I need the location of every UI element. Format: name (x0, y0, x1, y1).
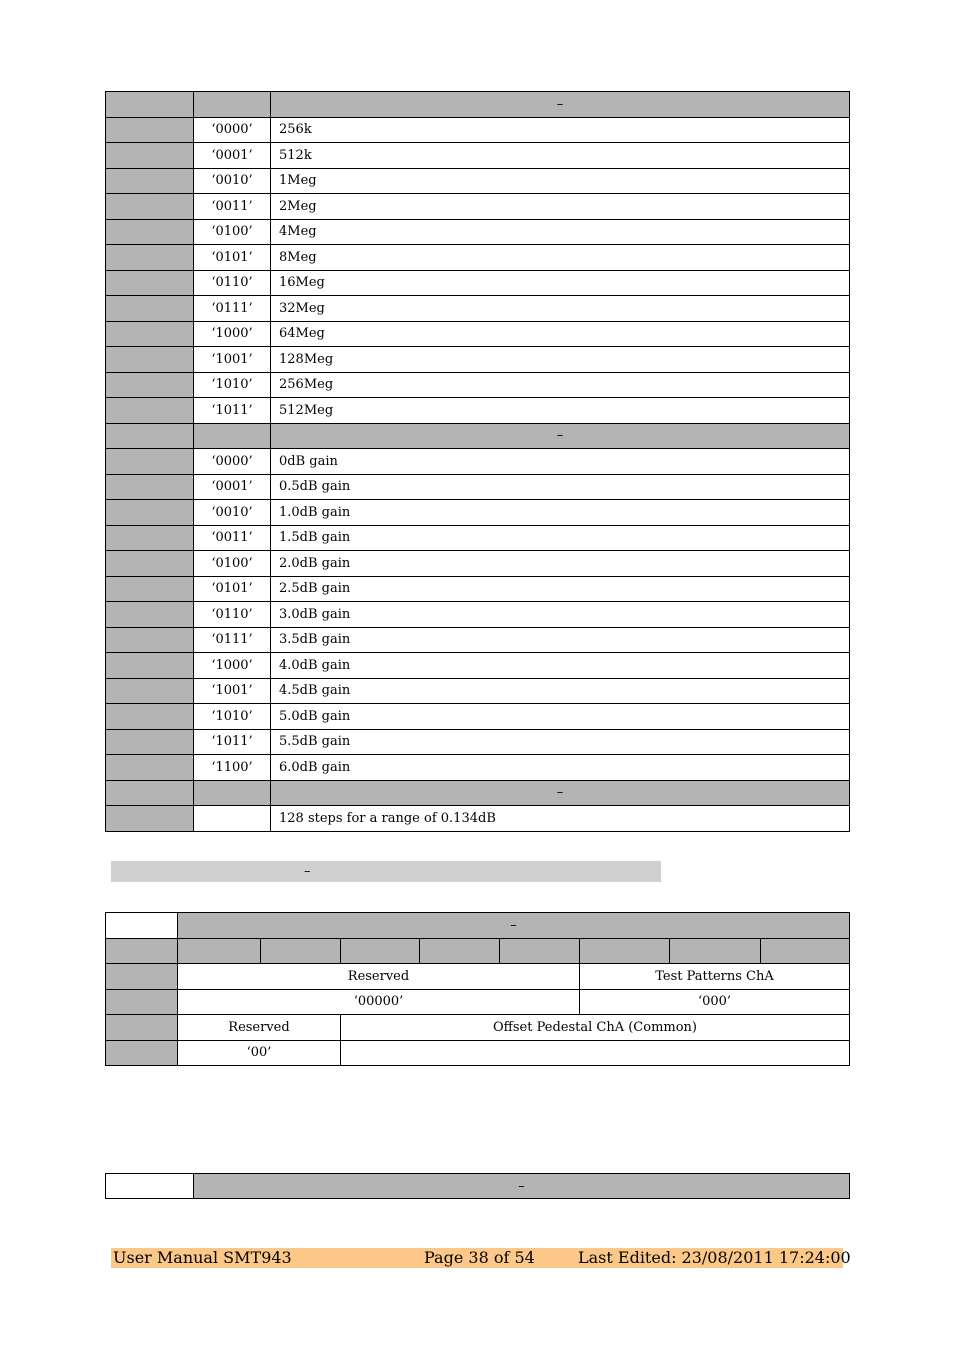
table-row (106, 678, 850, 704)
bit-code-cell (194, 806, 271, 832)
table3-corner-cell (106, 1174, 194, 1199)
row-label-cell (106, 989, 178, 1015)
description-cell: 8Meg (271, 245, 850, 271)
row-label-cell (106, 168, 194, 194)
table2-header: – (178, 913, 850, 939)
table-row (106, 347, 850, 373)
row-label-cell (106, 806, 194, 832)
section-header-cell (106, 780, 194, 806)
description-cell: 128Meg (271, 347, 850, 373)
table-row (106, 117, 850, 143)
reserved-field-2: Reserved (178, 1015, 341, 1041)
footer-last-edited: Last Edited: 23/08/2011 17:24:00 (578, 1248, 851, 1267)
row-label-cell (106, 755, 194, 781)
bit-cell (341, 938, 420, 964)
bit-code-cell: ‘1001’ (194, 678, 271, 704)
bit-code-cell: ‘0010’ (194, 500, 271, 526)
description-cell: 16Meg (271, 270, 850, 296)
bit-code-cell: ‘0000’ (194, 117, 271, 143)
row-label-cell (106, 347, 194, 373)
row-label-cell (106, 678, 194, 704)
caption-text: – (304, 864, 311, 879)
reserved-default-2: ‘00’ (178, 1040, 341, 1066)
row-label-cell (106, 398, 194, 424)
table-row (106, 653, 850, 679)
description-cell: 5.5dB gain (271, 729, 850, 755)
section-header-title: – (271, 423, 850, 449)
reserved-default: ‘00000’ (178, 989, 580, 1015)
bit-code-cell: ‘0100’ (194, 219, 271, 245)
description-cell: 3.0dB gain (271, 602, 850, 628)
table-row (106, 321, 850, 347)
description-cell: 1.5dB gain (271, 525, 850, 551)
bit-code-cell: ‘1011’ (194, 398, 271, 424)
description-cell: 2Meg (271, 194, 850, 220)
row-label-cell (106, 194, 194, 220)
row-label-cell (106, 1040, 178, 1066)
bit-code-cell: ‘0111’ (194, 296, 271, 322)
offset-pedestal-default (341, 1040, 850, 1066)
footer-page-number: Page 38 of 54 (424, 1248, 535, 1267)
test-patterns-field: Test Patterns ChA (580, 964, 850, 990)
bit-cell (761, 938, 850, 964)
table-row (106, 296, 850, 322)
register-values-table (105, 91, 850, 832)
description-cell: 128 steps for a range of 0.134dB (271, 806, 850, 832)
bit-code-cell: ‘0010’ (194, 168, 271, 194)
row-label-cell (106, 143, 194, 169)
bit-cell (261, 938, 341, 964)
next-register-table (105, 1173, 850, 1199)
bit-code-cell: ‘1010’ (194, 704, 271, 730)
table-row (106, 449, 850, 475)
description-cell: 512Meg (271, 398, 850, 424)
table-row (106, 219, 850, 245)
description-cell: 256k (271, 117, 850, 143)
test-patterns-default: ‘000’ (580, 989, 850, 1015)
table-row (106, 194, 850, 220)
section-header-title: – (271, 92, 850, 118)
section-header-cell (106, 92, 194, 118)
row-label-cell (106, 627, 194, 653)
bit-code-cell: ‘1001’ (194, 347, 271, 373)
section-header-cell (194, 92, 271, 118)
table3-header: – (194, 1174, 850, 1199)
table-row (106, 168, 850, 194)
row-label-cell (106, 964, 178, 990)
table-row (106, 704, 850, 730)
table-row (106, 245, 850, 271)
table-row (106, 806, 850, 832)
bit-cell (420, 938, 500, 964)
bit-code-cell: ‘1010’ (194, 372, 271, 398)
description-cell: 256Meg (271, 372, 850, 398)
row-label-cell (106, 219, 194, 245)
table-row (106, 602, 850, 628)
row-label-cell (106, 500, 194, 526)
bit-code-cell: ‘0011’ (194, 525, 271, 551)
table-row (106, 143, 850, 169)
bit-cell (500, 938, 580, 964)
description-cell: 4.0dB gain (271, 653, 850, 679)
table-row (106, 500, 850, 526)
row-label-cell (106, 704, 194, 730)
row-label-cell (106, 602, 194, 628)
bit-code-cell: ‘0101’ (194, 576, 271, 602)
bit-code-cell: ‘0001’ (194, 474, 271, 500)
description-cell: 3.5dB gain (271, 627, 850, 653)
bit-code-cell: ‘0011’ (194, 194, 271, 220)
row-label-cell (106, 372, 194, 398)
table-row (106, 270, 850, 296)
table-row (106, 474, 850, 500)
description-cell: 32Meg (271, 296, 850, 322)
table-row (106, 576, 850, 602)
row-label-cell (106, 474, 194, 500)
bit-code-cell: ‘1000’ (194, 653, 271, 679)
bit-code-cell: ‘1011’ (194, 729, 271, 755)
section-header-row (106, 92, 850, 118)
table-row (106, 729, 850, 755)
row-label-cell (106, 551, 194, 577)
table-row (106, 755, 850, 781)
section-header-cell (194, 780, 271, 806)
bit-label-cell (106, 938, 178, 964)
table-row (106, 372, 850, 398)
bit-code-cell: ‘0110’ (194, 602, 271, 628)
table-row (106, 627, 850, 653)
row-label-cell (106, 576, 194, 602)
bit-code-cell: ‘0100’ (194, 551, 271, 577)
row-label-cell (106, 270, 194, 296)
bit-cell (670, 938, 761, 964)
description-cell: 6.0dB gain (271, 755, 850, 781)
row-label-cell (106, 117, 194, 143)
page-footer (111, 1248, 851, 1268)
row-label-cell (106, 525, 194, 551)
description-cell: 5.0dB gain (271, 704, 850, 730)
section-header-cell (194, 423, 271, 449)
description-cell: 512k (271, 143, 850, 169)
description-cell: 64Meg (271, 321, 850, 347)
table-caption (111, 861, 661, 882)
description-cell: 1.0dB gain (271, 500, 850, 526)
row-label-cell (106, 1015, 178, 1041)
row-label-cell (106, 729, 194, 755)
row-label-cell (106, 321, 194, 347)
bit-code-cell: ‘1000’ (194, 321, 271, 347)
bit-code-cell: ‘1100’ (194, 755, 271, 781)
offset-pedestal-field: Offset Pedestal ChA (Common) (341, 1015, 850, 1041)
section-header-row (106, 780, 850, 806)
section-header-row (106, 423, 850, 449)
description-cell: 0dB gain (271, 449, 850, 475)
bit-code-cell: ‘0110’ (194, 270, 271, 296)
bit-code-cell: ‘0000’ (194, 449, 271, 475)
register-map-table (105, 912, 850, 1066)
section-header-title: – (271, 780, 850, 806)
row-label-cell (106, 245, 194, 271)
row-label-cell (106, 296, 194, 322)
table-row (106, 551, 850, 577)
row-label-cell (106, 653, 194, 679)
bit-code-cell: ‘0101’ (194, 245, 271, 271)
row-label-cell (106, 449, 194, 475)
description-cell: 4.5dB gain (271, 678, 850, 704)
section-header-cell (106, 423, 194, 449)
bit-code-cell: ‘0001’ (194, 143, 271, 169)
bit-code-cell: ‘0111’ (194, 627, 271, 653)
table2-corner-cell (106, 913, 178, 939)
bit-cell (580, 938, 670, 964)
reserved-field: Reserved (178, 964, 580, 990)
table-row (106, 525, 850, 551)
footer-manual: User Manual SMT943 (113, 1248, 292, 1267)
description-cell: 2.0dB gain (271, 551, 850, 577)
description-cell: 2.5dB gain (271, 576, 850, 602)
description-cell: 1Meg (271, 168, 850, 194)
description-cell: 0.5dB gain (271, 474, 850, 500)
bit-cell (178, 938, 261, 964)
description-cell: 4Meg (271, 219, 850, 245)
table-row (106, 398, 850, 424)
